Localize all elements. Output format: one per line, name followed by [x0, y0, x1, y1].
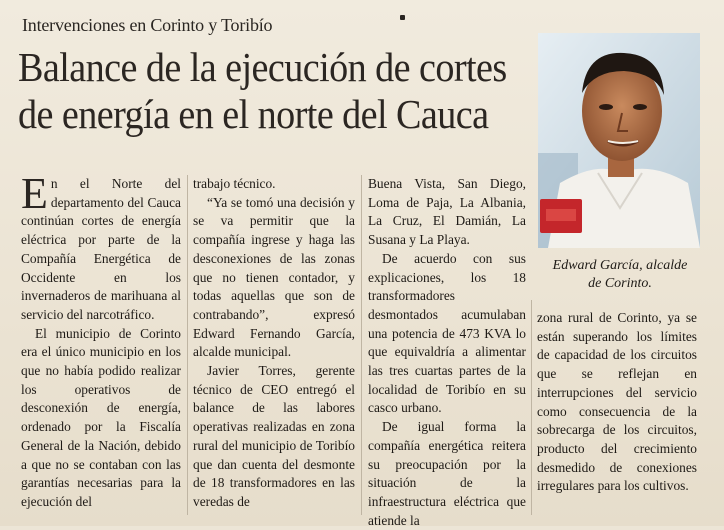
column-divider	[361, 175, 362, 515]
article-column-4	[537, 309, 697, 496]
article-kicker: Intervenciones en Corinto y Toribío	[22, 15, 273, 35]
article-headline	[18, 44, 507, 138]
headline-line-2: de energía en el norte del Cauca	[18, 91, 489, 137]
paragraph: Buena Vista, San Diego, Loma de Paja, La Albania, La Cruz, El Damián, La Susana y La Playa.	[368, 176, 526, 248]
column-divider	[531, 300, 532, 515]
decorative-dot	[400, 15, 405, 20]
paragraph: trabajo técnico.	[193, 176, 276, 191]
paragraph: Javier Torres, gerente técnico de CEO entregó el balance de las labores operativas realizadas en zona rural del municipio de Toribío que dan cuenta del desmonte de 18 transformadores en las veredas de	[193, 363, 355, 509]
paragraph: “Ya se tomó una decisión y se va permitir que la compañía ingrese y haga las desconexiones de las zonas que no tienen contador, y todas aquellas que son de contrabando”, expresó Edward Fernando García, alcalde municipal.	[193, 194, 355, 360]
article-column-2	[193, 175, 355, 512]
paragraph: zona rural de Corinto, ya se están superando los límites de capacidad de los circuitos que se reflejan en interrupciones del servicio como consecuencia de la sobrecarga de los circuitos, producto del crecimiento desmedido de conexiones irregulares para los cultivos.	[537, 310, 697, 494]
paragraph: De igual forma la compañía energética reitera su preocupación por la situación de la infraestructura eléctrica que atiende la	[368, 419, 526, 528]
drop-cap: E	[21, 169, 48, 218]
column-divider	[187, 175, 188, 515]
article-column-3	[368, 175, 526, 530]
article-column-1	[21, 169, 181, 512]
portrait-illustration	[538, 33, 700, 248]
photo-caption	[540, 257, 700, 293]
portrait-photo	[538, 33, 700, 248]
paragraph: De acuerdo con sus explicaciones, los 18 transformadores desmontados acumulaban una potencia de 473 KVA lo que equivaldría a alimentar las tres cuartas partes de la localidad de Toribío en su casco urbano.	[368, 250, 526, 416]
paragraph-text: n el Norte del departamento del Cauca continúan cortes de energía eléctrica por parte de la Compañía Energética de Occidente en los invernaderos de marihuana al servicio del narcotráfico.	[21, 176, 181, 322]
caption-line-2: de Corinto.	[588, 276, 652, 291]
caption-line-1: Edward García, alcalde	[552, 258, 688, 273]
headline-line-1: Balance de la ejecución de cortes	[18, 44, 507, 90]
paragraph	[21, 169, 181, 325]
paragraph: El municipio de Corinto era el único municipio en los que no había podido realizar los operativos de desconexión de energía, ordenado por la Fiscalía General de la Nación, debido a que no se contaban con las garantías necesarias para la ejecución del	[21, 325, 181, 509]
